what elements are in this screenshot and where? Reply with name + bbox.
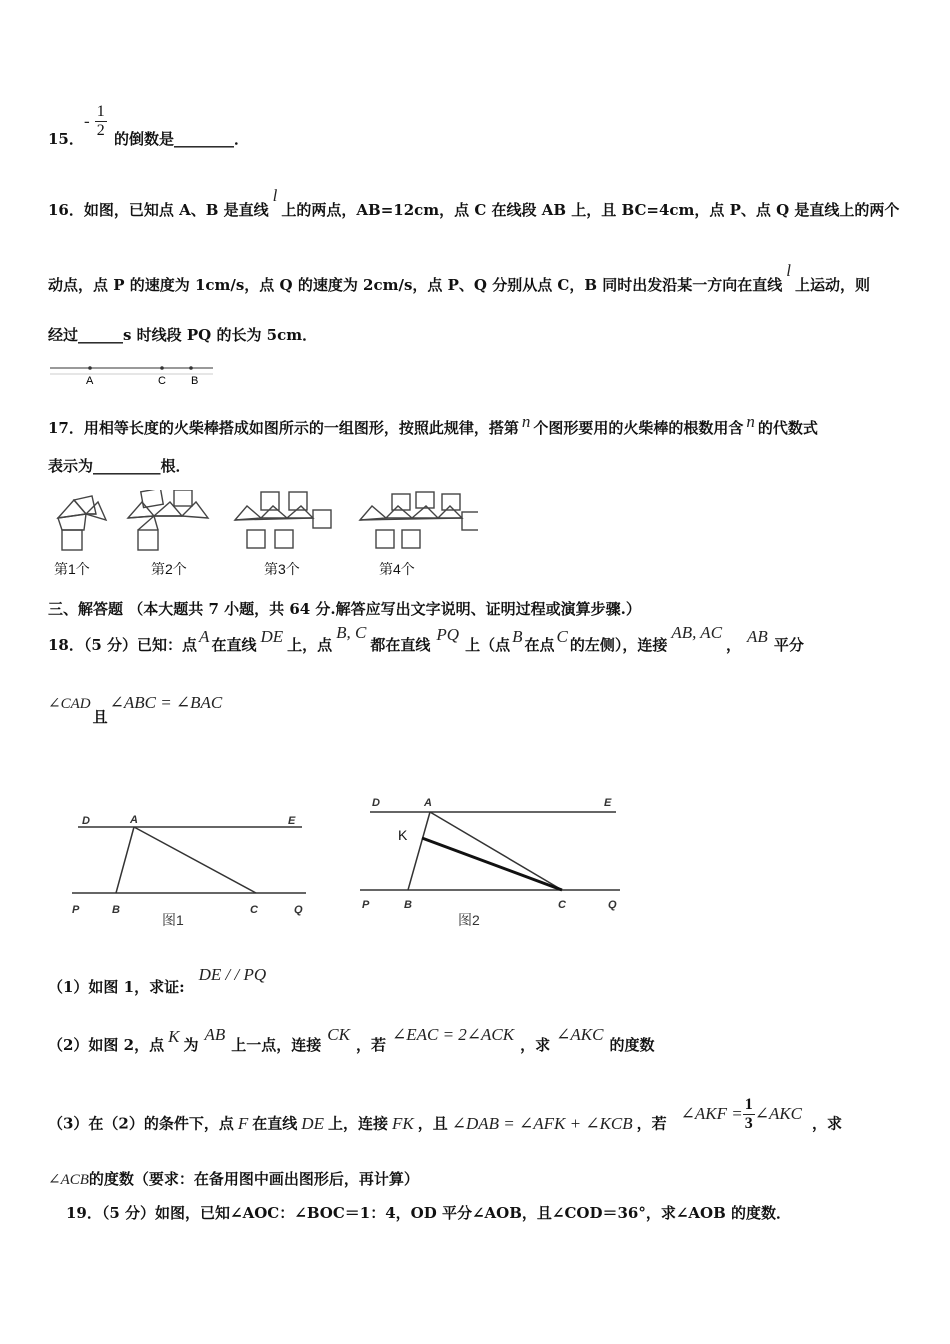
point-a	[88, 366, 92, 370]
fig1-caption: 图1	[162, 912, 184, 928]
q18-part1: （1）如图 1，求证:DE / / PQ	[48, 965, 267, 996]
svg-text:K: K	[398, 827, 408, 843]
q16-line2: 动点，点 P 的速度为 1cm/s，点 Q 的速度为 2cm/s，点 P、Q 分别从点 C，B 同时出发沿某一方向在直线l上运动，则	[48, 261, 871, 294]
q15-expression	[84, 103, 107, 140]
matchstick-figure-4	[360, 492, 478, 548]
q15-fraction: $\frac{1}{2}$	[96, 103, 105, 139]
line-l-symbol: l	[272, 186, 278, 205]
matchstick-figure-1	[58, 496, 106, 550]
q16-line3: 经过______s 时线段 PQ 的长为 5cm．	[48, 326, 318, 344]
caption-figure-3: 第3个	[264, 561, 300, 577]
label-b: B	[191, 375, 199, 387]
svg-text:B: B	[112, 904, 120, 916]
section-3-heading: 三、解答题 （本大题共 7 小题，共 64 分.解答应写出文字说明、证明过程或演算步骤.）	[48, 600, 641, 618]
caption-figure-2: 第2个	[151, 561, 187, 577]
caption-figure-4: 第4个	[379, 561, 415, 577]
one-third-fraction: $\frac{1}{3}$	[744, 1096, 753, 1132]
point-b	[189, 366, 193, 370]
point-c	[160, 366, 164, 370]
label-a: A	[86, 375, 94, 387]
q18-part3: （3）在（2）的条件下，点 F 在直线 DE 上，连接 FK ，且 ∠DAB = ∠AFK + ∠KCB ，若∠AKF = $\frac{1}{3}$ ∠AKC，求	[48, 1096, 843, 1133]
q15-text: 的倒数是________．	[114, 130, 250, 148]
svg-text:E: E	[288, 815, 296, 827]
segment-ck	[422, 838, 562, 890]
q16-figure	[48, 360, 218, 390]
svg-text:Q: Q	[294, 904, 303, 916]
q18-condition: ∠CAD且∠ABC = ∠BAC	[48, 693, 223, 726]
svg-text:P: P	[72, 904, 80, 916]
svg-text:Q: Q	[608, 899, 617, 911]
svg-text:E: E	[604, 797, 612, 809]
q15-number: 15．	[48, 130, 84, 148]
q18-intro: 18．（5 分）已知：点 A 在直线 DE 上，点B, C都在直线PQ上（点 B 在点 C 的左侧），连接AB, AC， AB 平分	[48, 623, 804, 654]
matchstick-figure-2	[128, 490, 208, 550]
svg-text:A: A	[424, 797, 432, 809]
svg-text:A: A	[130, 814, 138, 826]
caption-figure-1: 第1个	[54, 561, 90, 577]
q17-line2: 表示为_________根．	[48, 457, 191, 475]
svg-text:P: P	[362, 899, 370, 911]
q18-figure-2	[358, 790, 628, 930]
line-l-symbol-2: l	[786, 261, 791, 280]
n-symbol: n	[521, 412, 531, 431]
q17-line1: 17．用相等长度的火柴棒搭成如图所示的一组图形，按照此规律，搭第 n 个图形要用的火柴棒的根数用含 n 的代数式	[48, 412, 818, 437]
svg-text:D: D	[82, 815, 90, 827]
svg-text:C: C	[250, 904, 258, 916]
label-c: C	[158, 375, 166, 387]
matchstick-figure-3	[235, 492, 331, 548]
q18-part3-cont: ∠ACB的度数（要求：在备用图中画出图形后，再计算）	[48, 1170, 419, 1188]
q18-figure-1	[66, 805, 316, 935]
q18-part2: （2）如图 2，点 K 为AB上一点，连接CK，若∠EAC = 2∠ACK，求∠AKC的度数	[48, 1025, 655, 1054]
svg-text:C: C	[558, 899, 566, 911]
q16-line1: 16．如图，已知点 A、B 是直线l上的两点，AB=12cm，点 C 在线段 AB 上，且 BC=4cm，点 P、点 Q 是直线上的两个	[48, 186, 900, 219]
q19-text: 19．（5 分）如图，已知∠AOC：∠BOC＝1：4，OD 平分∠AOB，且∠COD＝36°，求∠AOB 的度数．	[66, 1204, 792, 1222]
svg-text:B: B	[404, 899, 412, 911]
fig2-caption: 图2	[458, 912, 480, 928]
svg-text:D: D	[372, 797, 380, 809]
q15-sign: -	[84, 111, 90, 131]
n-symbol-2: n	[746, 412, 755, 431]
